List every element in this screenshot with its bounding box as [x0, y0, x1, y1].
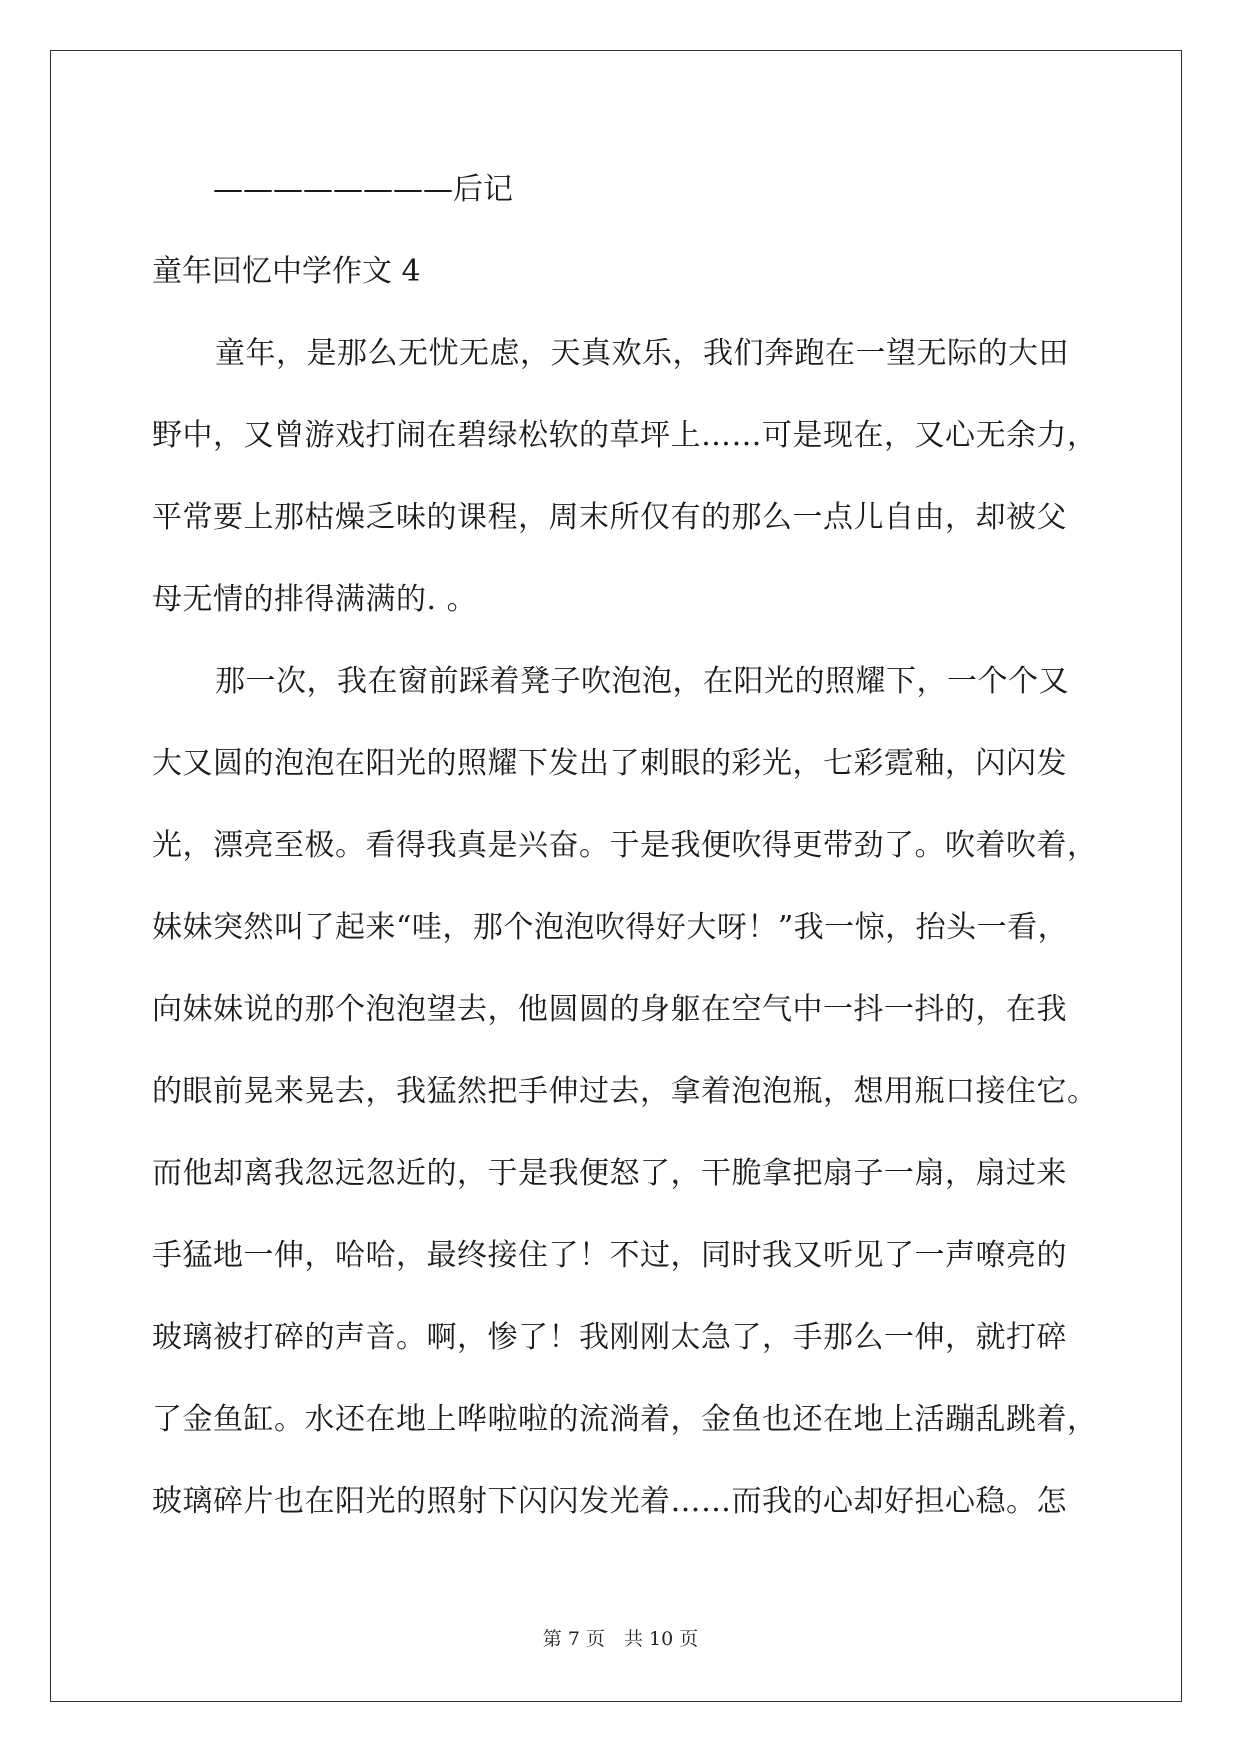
- paragraph-line: 了金鱼缸。水还在地上哗啦啦的流淌着，金鱼也还在地上活蹦乱跳着，: [152, 1402, 1098, 1437]
- paragraph-line: 玻璃碎片也在阳光的照射下闪闪发光着……而我的心却好担心稳。怎: [152, 1484, 1067, 1519]
- paragraph-line: 野中，又曾游戏打闹在碧绿松软的草坪上……可是现在，又心无余力，: [152, 418, 1098, 453]
- paragraph-line: 母无情的排得满满的. 。: [152, 582, 478, 617]
- paragraph-line: 光，漂亮至极。看得我真是兴奋。于是我便吹得更带劲了。吹着吹着，: [152, 828, 1098, 863]
- paragraph-line: 而他却离我忽远忽近的，于是我便怒了，干脆拿把扇子一扇，扇过来: [152, 1156, 1067, 1191]
- paragraph-line: 手猛地一伸，哈哈，最终接住了！不过，同时我又听见了一声嘹亮的: [152, 1238, 1067, 1273]
- paragraph-line: 童年，是那么无忧无虑，天真欢乐，我们奔跑在一望无际的大田: [215, 336, 1069, 371]
- paragraph-line: 向妹妹说的那个泡泡望去，他圆圆的身躯在空气中一抖一抖的，在我: [152, 992, 1067, 1027]
- paragraph-line: 的眼前晃来晃去，我猛然把手伸过去，拿着泡泡瓶，想用瓶口接住它。: [152, 1074, 1098, 1109]
- paragraph-line: 妹妹突然叫了起来“哇，那个泡泡吹得好大呀！”我一惊，抬头一看，: [152, 910, 1069, 945]
- afterword-line: ————————后记: [213, 172, 513, 207]
- paragraph-line: 那一次，我在窗前踩着凳子吹泡泡，在阳光的照耀下，一个个又: [215, 664, 1069, 699]
- paragraph-line: 玻璃被打碎的声音。啊，惨了！我刚刚太急了，手那么一伸，就打碎: [152, 1320, 1067, 1355]
- paragraph-line: 大又圆的泡泡在阳光的照耀下发出了刺眼的彩光，七彩霓釉，闪闪发: [152, 746, 1067, 781]
- essay-title: 童年回忆中学作文 4: [152, 254, 421, 289]
- page-number-footer: 第 7 页 共 10 页: [542, 1628, 699, 1650]
- paragraph-line: 平常要上那枯燥乏味的课程，周末所仅有的那么一点儿自由，却被父: [152, 500, 1067, 535]
- page-border: [50, 50, 1182, 1702]
